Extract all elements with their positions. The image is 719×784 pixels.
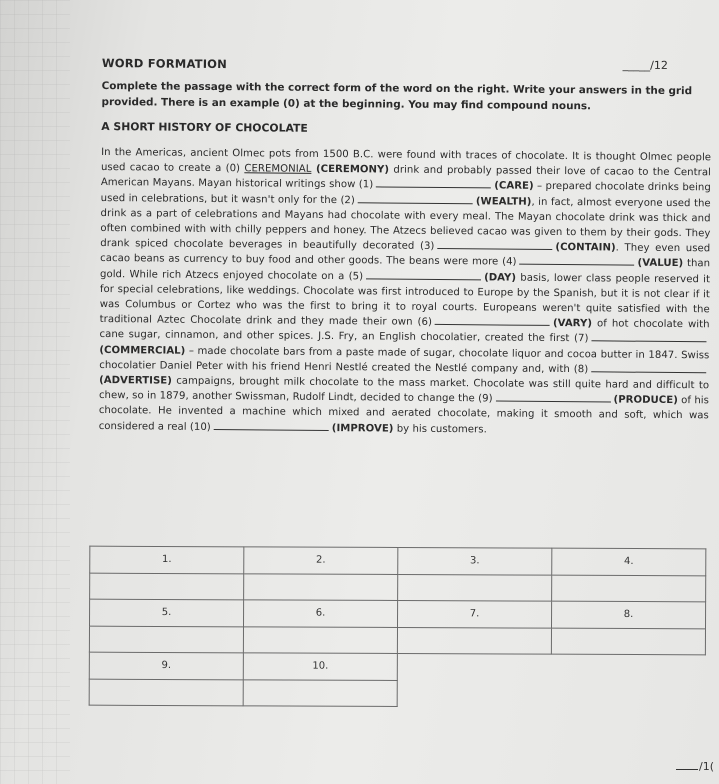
grid-label-4: 4. (552, 548, 706, 575)
keyword-4: (VALUE) (637, 258, 684, 270)
keyword-7: (COMMERCIAL) (99, 344, 186, 357)
answer-cell-9[interactable] (89, 679, 243, 706)
passage-sentence: of his chocolate. He invented a machine which mixed and aerated chocolate, making it smooth and soft, which was considered a real (10) (98, 395, 710, 433)
blank-1 (376, 178, 491, 189)
grid-label-1: 1. (90, 546, 244, 573)
blank-9 (496, 392, 611, 403)
grid-label-2: 2. (244, 547, 398, 574)
passage-sentence: of hot chocolate with cane sugar, cinnamon, and other spices. J.S. Fry, an English chocolatier, created the first (7) (99, 318, 710, 345)
answer-cell-5[interactable] (89, 626, 243, 653)
keyword-3: (CONTAIN) (555, 242, 616, 254)
answer-cell-2[interactable] (244, 573, 398, 600)
answer-cell-7[interactable] (397, 627, 551, 654)
passage-sentence: . They even used cacao beans as currency to buy food and other goods. The beans were more (4) (100, 242, 711, 269)
grid-label-6: 6. (244, 600, 398, 627)
grid-label-5: 5. (90, 599, 244, 626)
graph-paper-edge (0, 0, 70, 784)
passage-sentence: campaigns, brought milk chocolate to the mass market. Chocolate was still quite hard and difficult to chew, so in 1879, another Swissman, Rudolf Lindt, decided to change the (9) (98, 375, 710, 405)
grid-label-7: 7. (398, 601, 552, 628)
passage-title: A SHORT HISTORY OF CHOCOLATE (101, 120, 308, 135)
blank-6 (435, 315, 550, 326)
grid-label-10: 10. (243, 653, 397, 680)
empty-cell (551, 654, 705, 681)
passage-sentence: In the Americas, ancient Olmec pots from 1500 B.C. were found with traces of chocolate. It is thought Olmec people used cacao to create a (0) (100, 147, 712, 175)
blank-3 (437, 239, 552, 250)
instructions: Complete the passage with the correct form of the word on the right. Write your answers in the grid provided. There is an example (0) at the beginning. You may find compound nouns. (101, 80, 693, 113)
passage-sentence: – prepared chocolate drinks being used in celebrations, but it wasn't only for the (2) (100, 181, 711, 206)
keyword-5: (DAY) (484, 271, 517, 284)
grid-label-9: 9. (89, 652, 243, 679)
keyword-10: (IMPROVE) (331, 422, 394, 435)
keyword-8: (ADVERTISE) (99, 375, 172, 387)
blank-7 (591, 332, 706, 343)
answer-grid (89, 546, 707, 709)
keyword-1: (CARE) (494, 180, 534, 193)
keyword-2: (WEALTH) (475, 195, 532, 208)
worksheet-content (97, 50, 712, 439)
example-keyword: (CEREMONY) (311, 164, 390, 176)
passage-sentence: , in fact, almost everyone used the drink as a part of celebrations and Mayans had chocolate with every meal. The Mayan chocolate drink was thick and often combined with with chilly peppers and honey. The Atzecs believed cacao was given to them by their gods. They drank spiced chocolate beverages in beautifully decorated (3) (100, 196, 711, 253)
footer-score (676, 760, 714, 773)
answer-cell-8[interactable] (551, 628, 705, 655)
keyword-6: (VARY) (552, 318, 593, 330)
answer-cell-10[interactable] (243, 679, 397, 706)
score-box: _____/12 (622, 58, 668, 72)
passage-sentence: – made chocolate bars from a paste made of sugar, chocolate liquor and cocoa butter in 1847. Swiss chocolatier Daniel Peter with his friend Henri Nestlé created the Nestlé company and, with (8) (99, 345, 710, 376)
worksheet-header (100, 50, 712, 81)
score-line (676, 769, 698, 770)
passage-text (99, 145, 711, 439)
empty-cell (397, 680, 551, 707)
keyword-9: (PRODUCE) (613, 394, 678, 407)
section-title: WORD FORMATION (101, 56, 228, 72)
answer-cell-1[interactable] (90, 573, 244, 600)
answer-cell-4[interactable] (552, 575, 706, 602)
blank-2 (358, 193, 473, 204)
blank-4 (520, 255, 635, 266)
passage-sentence: drink and probably passed their love of cacao to the Central American Mayans. Mayan historical writings show (1) (100, 164, 711, 191)
example-answer: CEREMONIAL (244, 163, 312, 176)
empty-cell (551, 681, 705, 708)
blank-5 (366, 269, 481, 280)
answer-cell-6[interactable] (243, 626, 397, 653)
passage-sentence: than gold. While rich Atzecs enjoyed chocolate on a (5) (99, 258, 711, 282)
empty-cell (397, 653, 551, 680)
footer-score-text: /1( (699, 760, 714, 773)
blank-8 (591, 362, 706, 373)
passage-sentence: by his customers. (393, 423, 487, 436)
passage-sentence: basis, lower class people reserved it for special celebrations, like weddings. Chocolate was first introduced to Europe by the Spanish, but it is not clear if it was Columbus or Cortez who was the first to bring it to royal courts. Europeans weren't quite satisfied with the traditional Aztec Chocolate drink and they made their own (6) (99, 272, 711, 329)
grid-label-3: 3. (398, 548, 552, 575)
grid-label-8: 8. (551, 601, 705, 628)
answer-cell-3[interactable] (398, 574, 552, 601)
blank-10 (214, 420, 329, 431)
